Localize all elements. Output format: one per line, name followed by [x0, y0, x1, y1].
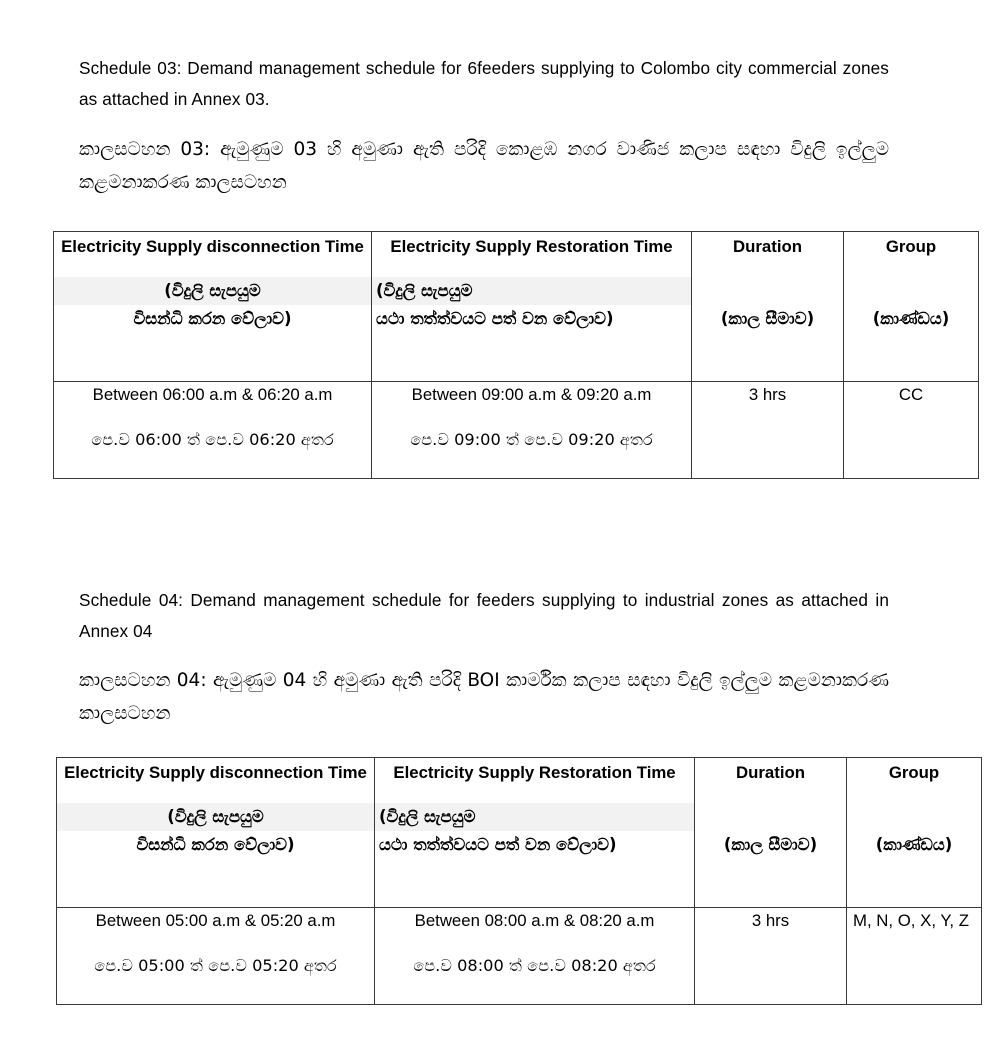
cell-duration-value: 3 hrs — [751, 911, 790, 930]
table-header-row — [57, 758, 982, 908]
header-label-restoration-en: Electricity Supply Restoration Time — [390, 237, 673, 256]
schedule-04-english-paragraph-block — [79, 585, 889, 647]
cell-restoration-en: Between 09:00 a.m & 09:20 a.m — [411, 385, 652, 404]
header-label-disconnection-en: Electricity Supply disconnection Time — [64, 763, 367, 782]
cell-group — [844, 382, 979, 479]
schedule-03-sinhala-paragraph-block — [79, 133, 889, 199]
cell-restoration-time — [372, 382, 692, 479]
header-label-duration-en: Duration — [736, 763, 805, 782]
cell-disconnection-en: Between 05:00 a.m & 05:20 a.m — [95, 911, 336, 930]
header-spacer — [844, 261, 978, 277]
header-label-group-en: Group — [885, 237, 937, 256]
cell-restoration-en: Between 08:00 a.m & 08:20 a.m — [414, 911, 655, 930]
header-label-group-si: (කාණ්ඩය) — [872, 309, 950, 328]
cell-duration — [695, 908, 847, 1005]
header-label-disconnection-si-line2: විසන්ධි කරන වේලාව) — [136, 835, 295, 854]
header-cell-restoration-time — [375, 758, 695, 908]
cell-restoration-si: පෙ.ව 09:00 ත් පෙ.ව 09:20 අතර — [410, 430, 653, 449]
header-label-duration-en: Duration — [733, 237, 802, 256]
header-label-duration-si: (කාල සීමාව) — [723, 835, 818, 854]
header-cell-duration — [692, 232, 844, 382]
schedule-04-sinhala-paragraph: කාලසටහන 04: ඇමුණුම 04 හි අමුණා ඇති පරිදි BOI කාර්මික කලාප සඳහා විදුලි ඉල්ලුම කළමනාකරණ කාලසටහන — [79, 670, 889, 724]
schedule-03-table — [53, 231, 979, 479]
header-label-group-en: Group — [888, 763, 940, 782]
header-label-disconnection-si-line1: (විදුලි සැපයුම — [57, 803, 374, 831]
header-label-restoration-si-line2: යථා තත්ත්වයට පත් වන වේලාව) — [379, 835, 617, 854]
header-cell-disconnection-time — [57, 758, 375, 908]
header-label-restoration-si-line2: යථා තත්ත්වයට පත් වන වේලාව) — [376, 309, 614, 328]
schedule-04-sinhala-paragraph-block — [79, 664, 889, 730]
header-cell-disconnection-time — [54, 232, 372, 382]
header-cell-group — [844, 232, 979, 382]
header-label-disconnection-si-line1: (විදුලි සැපයුම — [54, 277, 371, 305]
cell-duration-value: 3 hrs — [748, 385, 787, 404]
table-row — [57, 908, 982, 1005]
cell-disconnection-si: පෙ.ව 06:00 ත් පෙ.ව 06:20 අතර — [91, 430, 334, 449]
cell-duration — [692, 382, 844, 479]
cell-disconnection-si: පෙ.ව 05:00 ත් පෙ.ව 05:20 අතර — [94, 956, 337, 975]
header-cell-duration — [695, 758, 847, 908]
header-spacer — [372, 261, 691, 277]
schedule-03-sinhala-paragraph: කාලසටහන 03: ඇමුණුම 03 හි අමුණා ඇති පරිදි කොළඹ නගර වාණිජ කලාප සඳහා විදුලි ඉල්ලුම කළමනාකරණ කාලසටහන — [79, 139, 889, 193]
header-label-restoration-si-line1: (විදුලි සැපයුම — [372, 277, 691, 305]
schedule-04-english-paragraph: Schedule 04: Demand management schedule for feeders supplying to industrial zones as attached in Annex 04 — [79, 590, 889, 641]
header-cell-restoration-time — [372, 232, 692, 382]
header-spacer — [695, 787, 846, 803]
schedule-03-english-paragraph: Schedule 03: Demand management schedule for 6feeders supplying to Colombo city commercial zones as attached in Annex 03. — [79, 58, 889, 109]
cell-disconnection-time — [57, 908, 375, 1005]
header-spacer — [692, 261, 843, 277]
schedule-04-table — [56, 757, 982, 1005]
cell-restoration-time — [375, 908, 695, 1005]
header-label-disconnection-si-line2: විසන්ධි කරන වේලාව) — [133, 309, 292, 328]
header-label-duration-si: (කාල සීමාව) — [720, 309, 815, 328]
header-spacer — [847, 787, 981, 803]
header-spacer — [54, 261, 371, 277]
cell-disconnection-time — [54, 382, 372, 479]
header-spacer — [375, 787, 694, 803]
table-row — [54, 382, 979, 479]
header-spacer — [57, 787, 374, 803]
header-label-group-si: (කාණ්ඩය) — [875, 835, 953, 854]
table-header-row — [54, 232, 979, 382]
header-cell-group — [847, 758, 982, 908]
header-label-restoration-si-line1: (විදුලි සැපයුම — [375, 803, 694, 831]
cell-group — [847, 908, 982, 1005]
cell-disconnection-en: Between 06:00 a.m & 06:20 a.m — [92, 385, 333, 404]
cell-group-value: M, N, O, X, Y, Z — [853, 911, 969, 930]
header-label-disconnection-en: Electricity Supply disconnection Time — [61, 237, 364, 256]
cell-restoration-si: පෙ.ව 08:00 ත් පෙ.ව 08:20 අතර — [413, 956, 656, 975]
schedule-03-english-paragraph-block — [79, 53, 889, 115]
header-label-restoration-en: Electricity Supply Restoration Time — [393, 763, 676, 782]
cell-group-value: CC — [898, 385, 924, 404]
